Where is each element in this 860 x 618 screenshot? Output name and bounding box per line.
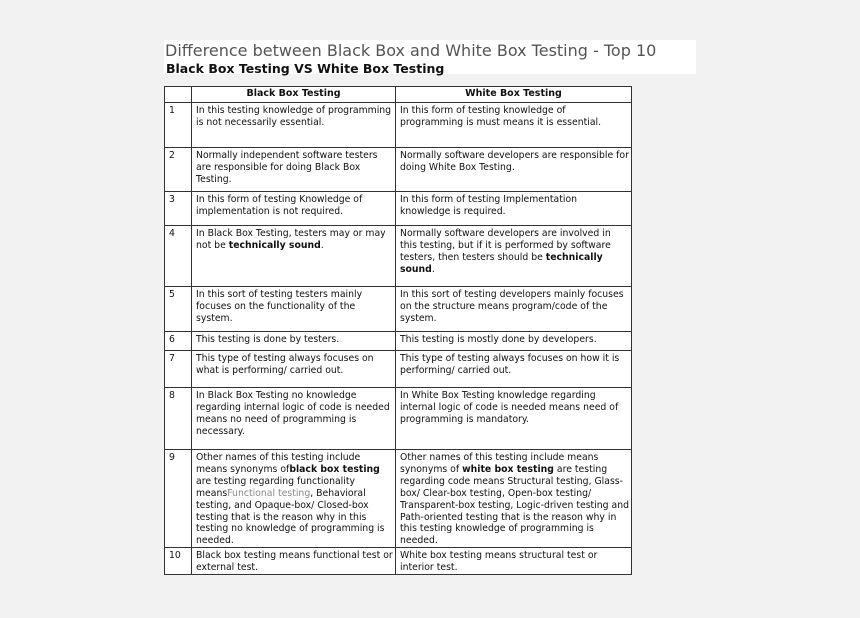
cell-text: In this testing knowledge of programming is not necessarily essential. [196, 105, 392, 128]
table-row [165, 226, 632, 287]
cell-text: Normally software developers are responsible for doing White Box Testing. [400, 150, 629, 173]
table-row [165, 103, 632, 148]
table-row [165, 332, 632, 351]
white-box-cell [396, 226, 632, 287]
header-black-box: Black Box Testing [192, 87, 396, 103]
bold-term: technically sound [400, 251, 603, 275]
bold-term: white box testing [462, 463, 554, 475]
cell-text: Other names of this testing include means synonyms of [400, 452, 599, 475]
row-number: 4 [165, 226, 192, 287]
cell-text: This testing is mostly done by developers. [400, 334, 597, 345]
cell-text: This type of testing always focuses on how it is performing/ carried out. [400, 353, 620, 376]
white-box-cell [396, 548, 632, 575]
table-row [165, 287, 632, 332]
table-header-row [165, 87, 632, 103]
bold-term: black box testing [289, 463, 380, 475]
comparison-table [164, 86, 632, 575]
header-white-box: White Box Testing [396, 87, 632, 103]
row-number: 6 [165, 332, 192, 351]
cell-text: In this form of testing Implementation knowledge is required. [400, 194, 578, 217]
table-row [165, 351, 632, 388]
row-number: 7 [165, 351, 192, 388]
cell-text: . [320, 239, 324, 251]
cell-text: . [431, 263, 435, 275]
table-row [165, 388, 632, 450]
cell-text: In this form of testing knowledge of programming is must means it is essential. [400, 105, 602, 128]
black-box-cell [192, 103, 396, 148]
cell-text: , Behavioral testing, and Opaque-box/ Closed-box testing that is the reason why in this testing no knowledge of programming is needed. [196, 487, 385, 547]
table-row [165, 148, 632, 192]
white-box-cell [396, 450, 632, 548]
cell-text: Normally software developers are involved in this testing, but if it is performed by software testers, then testers should be [400, 228, 611, 263]
cell-text: White box testing means structural test or interior test. [400, 550, 598, 574]
cell-text: are testing regarding functionality means [196, 475, 355, 499]
document-title: Difference between Black Box and White Box Testing - Top 10 [165, 41, 657, 60]
row-number: 8 [165, 388, 192, 450]
cell-text: This testing is done by testers. [196, 334, 340, 345]
table-body [165, 103, 632, 575]
cell-text: Other names of this testing include means synonyms of [196, 452, 361, 475]
cell-text: This type of testing always focuses on what is performing/ carried out. [196, 353, 374, 376]
cell-text: Normally independent software testers are responsible for doing Black Box Testing. [196, 150, 378, 185]
cell-text: In this form of testing Knowledge of implementation is not required. [196, 194, 363, 217]
table-row [165, 450, 632, 548]
white-box-cell [396, 388, 632, 450]
black-box-cell [192, 450, 396, 548]
cell-text: In Black Box Testing, testers may or may not be [196, 228, 386, 251]
row-number: 9 [165, 450, 192, 548]
black-box-cell [192, 287, 396, 332]
linked-term[interactable]: Functional testing [227, 487, 311, 499]
white-box-cell [396, 148, 632, 192]
cell-text: In this sort of testing developers mainly focuses on the structure means program/code of the system. [400, 289, 624, 324]
document-subtitle: Black Box Testing VS White Box Testing [166, 61, 445, 76]
cell-text: In White Box Testing knowledge regarding internal logic of code is needed means need of programming is mandatory. [400, 390, 619, 425]
black-box-cell [192, 548, 396, 575]
bold-term: technically sound [228, 239, 321, 251]
black-box-cell [192, 351, 396, 388]
row-number: 3 [165, 192, 192, 226]
white-box-cell [396, 332, 632, 351]
black-box-cell [192, 226, 396, 287]
row-number: 5 [165, 287, 192, 332]
white-box-cell [396, 103, 632, 148]
cell-text: In Black Box Testing no knowledge regarding internal logic of code is needed means no need of programming is necessary. [196, 390, 390, 437]
cell-text: In this sort of testing testers mainly focuses on the functionality of the system. [196, 289, 363, 324]
cell-text: are testing regarding code means Structural testing, Glass-box/ Clear-box testing, Open-box testing/ Transparent-box testing, Logic-driven testing and Path-oriented testing that is the reason why in this testing knowledge of programming is needed. [400, 463, 630, 547]
cell-text: Black box testing means functional test or external test. [196, 550, 393, 574]
white-box-cell [396, 192, 632, 226]
black-box-cell [192, 332, 396, 351]
header-number [165, 87, 192, 103]
table-row [165, 192, 632, 226]
row-number: 2 [165, 148, 192, 192]
white-box-cell [396, 287, 632, 332]
white-box-cell [396, 351, 632, 388]
black-box-cell [192, 148, 396, 192]
black-box-cell [192, 192, 396, 226]
row-number: 10 [165, 548, 192, 575]
black-box-cell [192, 388, 396, 450]
row-number: 1 [165, 103, 192, 148]
table-row [165, 548, 632, 575]
